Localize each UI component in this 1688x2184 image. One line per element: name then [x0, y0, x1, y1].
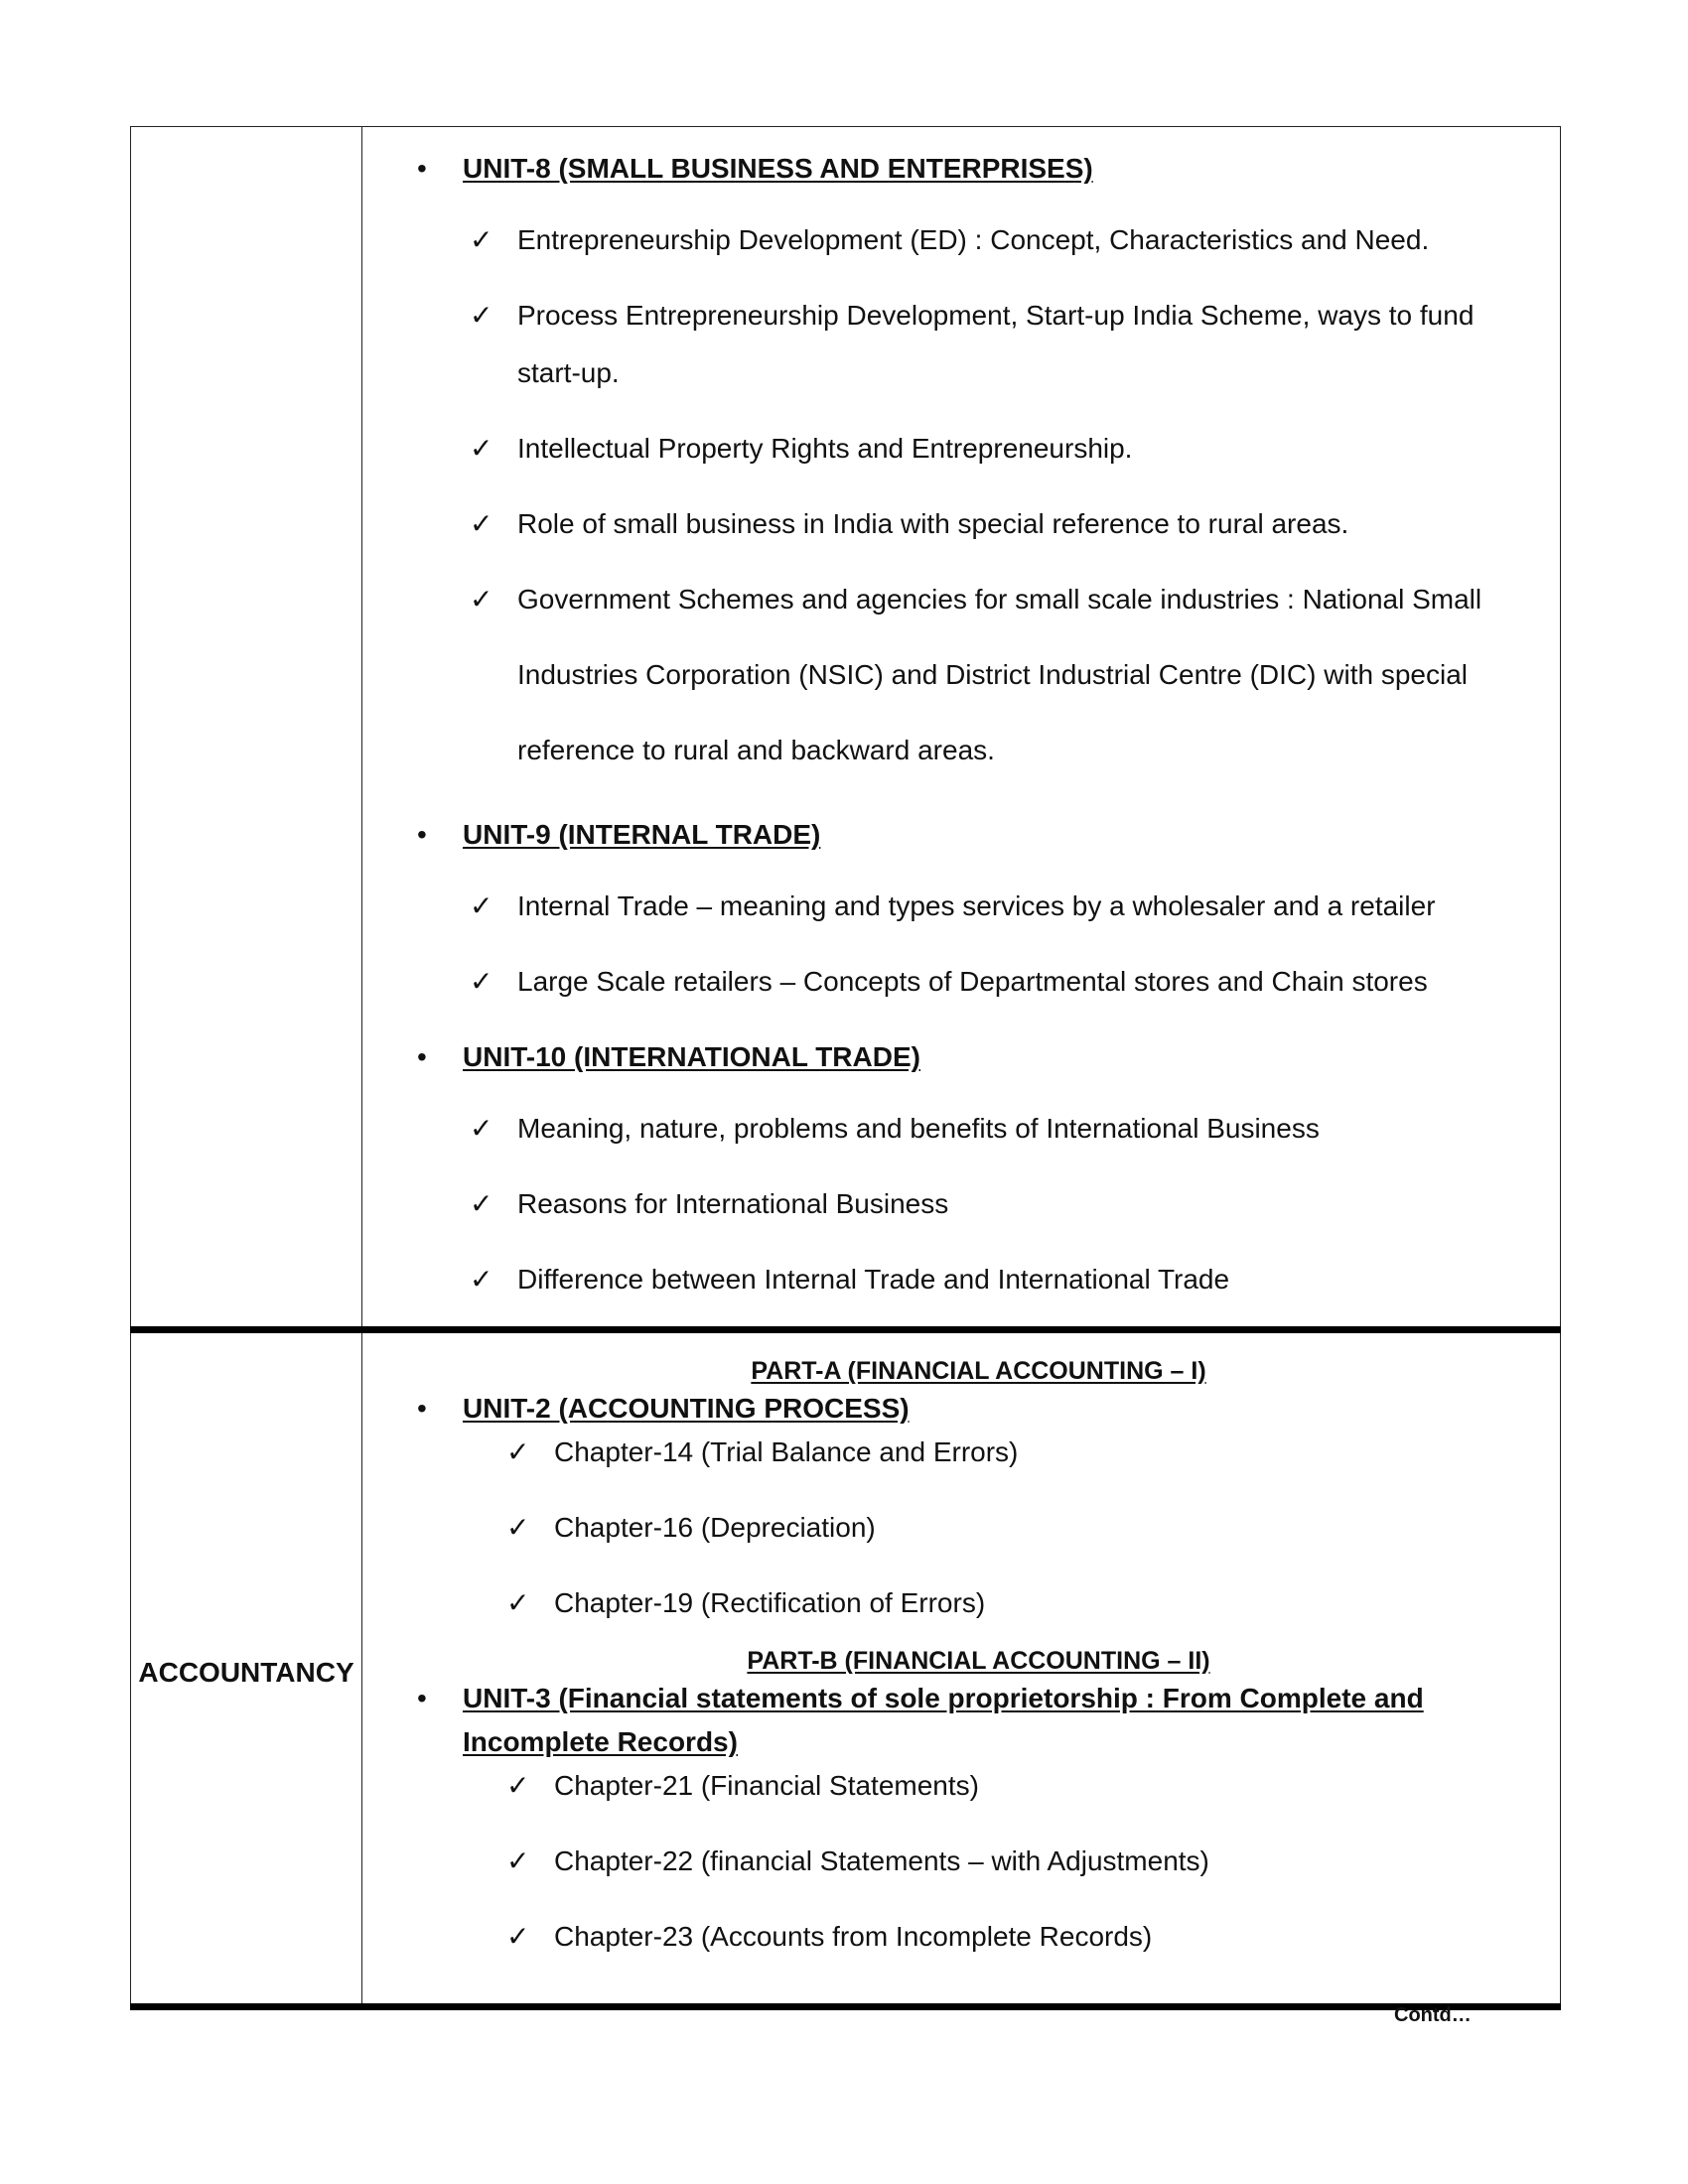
check-icon: ✓: [506, 1845, 530, 1876]
list-item-text: Chapter-19 (Rectification of Errors): [554, 1587, 986, 1618]
list-item: [417, 287, 1540, 402]
list-item: [417, 1764, 1540, 1808]
list-item: [417, 1100, 1540, 1158]
list-item: [417, 953, 1540, 1011]
table-row: [131, 1330, 1561, 2007]
list-item: [417, 1431, 1540, 1474]
syllabus-table: [130, 126, 1561, 2010]
part-heading: PART-B (FINANCIAL ACCOUNTING – II): [747, 1647, 1210, 1675]
bullet-icon: •: [417, 1041, 427, 1072]
content-block: [362, 127, 1560, 1308]
bullet-icon: •: [417, 1683, 427, 1713]
subject-cell: [131, 127, 362, 1330]
check-icon: ✓: [470, 1188, 493, 1219]
subject-name: ACCOUNTANCY: [138, 1657, 354, 1688]
check-icon: ✓: [470, 433, 493, 464]
list-item-text: Chapter-21 (Financial Statements): [554, 1770, 979, 1801]
check-icon: ✓: [506, 1587, 530, 1618]
table-row: [131, 127, 1561, 1330]
list-item-text: Government Schemes and agencies for small scale industries : National Small Industries Corporation (NSIC) and District Industrial Centre (DIC) with special reference to rural and backward areas.: [517, 584, 1482, 765]
check-icon: ✓: [470, 1113, 493, 1144]
check-icon: ✓: [470, 224, 493, 255]
list-item: [417, 420, 1540, 478]
list-item-text: Intellectual Property Rights and Entrepreneurship.: [517, 433, 1133, 464]
unit-title: UNIT-2 (ACCOUNTING PROCESS): [463, 1393, 910, 1424]
subject-cell: [131, 1330, 362, 2007]
unit-title: UNIT-3 (Financial statements of sole proprietorship : From Complete and Incomplete Records): [463, 1683, 1424, 1757]
check-icon: ✓: [470, 300, 493, 331]
list-item: [417, 562, 1540, 788]
check-icon: ✓: [470, 584, 493, 614]
list-item: [417, 1840, 1540, 1883]
list-item: [417, 1915, 1540, 1959]
part-heading: PART-A (FINANCIAL ACCOUNTING – I): [751, 1357, 1206, 1385]
unit-heading: [417, 1387, 1540, 1431]
list-item-text: Role of small business in India with special reference to rural areas.: [517, 508, 1349, 539]
list-item: [417, 495, 1540, 553]
check-icon: ✓: [506, 1436, 530, 1467]
check-icon: ✓: [470, 890, 493, 921]
list-item-text: Chapter-16 (Depreciation): [554, 1512, 876, 1543]
unit-heading: [417, 806, 1540, 864]
unit-title: UNIT-9 (INTERNAL TRADE): [463, 819, 821, 850]
list-item-text: Large Scale retailers – Concepts of Departmental stores and Chain stores: [517, 966, 1428, 997]
list-item-text: Chapter-22 (financial Statements – with Adjustments): [554, 1845, 1209, 1876]
content-cell: [362, 127, 1561, 1330]
list-item: [417, 1251, 1540, 1308]
unit-title: UNIT-10 (INTERNATIONAL TRADE): [463, 1041, 920, 1072]
list-item: [417, 878, 1540, 935]
check-icon: ✓: [470, 1264, 493, 1295]
list-item: [417, 1175, 1540, 1233]
list-item-text: Internal Trade – meaning and types services by a wholesaler and a retailer: [517, 890, 1436, 921]
check-icon: ✓: [506, 1512, 530, 1543]
list-item-text: Chapter-23 (Accounts from Incomplete Records): [554, 1921, 1153, 1952]
unit-heading: [417, 1028, 1540, 1086]
list-item-text: Difference between Internal Trade and International Trade: [517, 1264, 1230, 1295]
list-item: [417, 1506, 1540, 1550]
content-block: [362, 1333, 1560, 1959]
check-icon: ✓: [506, 1770, 530, 1801]
check-icon: ✓: [470, 508, 493, 539]
unit-heading: [417, 140, 1540, 198]
list-item-text: Reasons for International Business: [517, 1188, 949, 1219]
list-item-text: Process Entrepreneurship Development, Start-up India Scheme, ways to fund start-up.: [517, 300, 1475, 388]
unit-title: UNIT-8 (SMALL BUSINESS AND ENTERPRISES): [463, 153, 1093, 184]
check-icon: ✓: [470, 966, 493, 997]
bullet-icon: •: [417, 819, 427, 850]
list-item-text: Entrepreneurship Development (ED) : Concept, Characteristics and Need.: [517, 224, 1430, 255]
bullet-icon: •: [417, 153, 427, 184]
list-item: [417, 1581, 1540, 1625]
unit-heading: [417, 1677, 1540, 1764]
bullet-icon: •: [417, 1393, 427, 1424]
check-icon: ✓: [506, 1921, 530, 1952]
list-item-text: Meaning, nature, problems and benefits of International Business: [517, 1113, 1320, 1144]
content-cell: [362, 1330, 1561, 2007]
list-item: [417, 211, 1540, 269]
continued-note: Contd…: [1394, 2004, 1472, 2026]
list-item-text: Chapter-14 (Trial Balance and Errors): [554, 1436, 1019, 1467]
